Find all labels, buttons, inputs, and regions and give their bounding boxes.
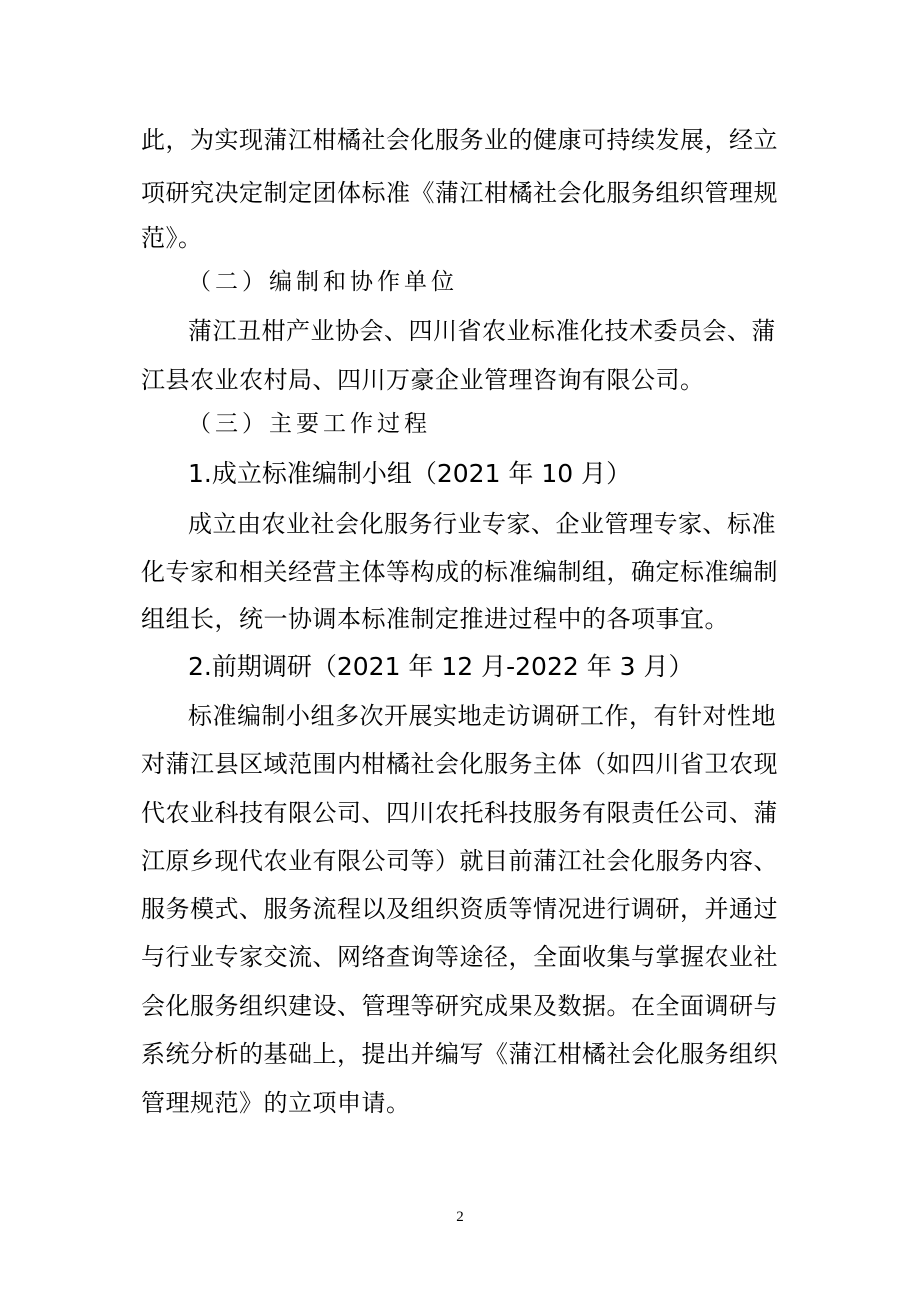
paragraph-line: 对蒲江县区域范围内柑橘社会化服务主体（如四川省卫农现 [141,750,778,778]
subheading-1: 1.成立标准编制小组（2021 年 10 月） [188,459,632,488]
paragraph-line: 成立由农业社会化服务行业专家、企业管理专家、标准 [188,510,776,538]
section-heading-3: （三）主要工作过程 [188,411,431,437]
paragraph-line: 标准编制小组多次开展实地走访调研工作，有针对性地 [188,702,776,730]
paragraph-line: 代农业科技有限公司、四川农托科技服务有限责任公司、蒲 [141,799,778,827]
paragraph-line: 江县农业农村局、四川万豪企业管理咨询有限公司。 [141,366,705,394]
paragraph-line: 项研究决定制定团体标准《蒲江柑橘社会化服务组织管理规 [141,179,778,207]
paragraph-line: 组组长，统一协调本标准制定推进过程中的各项事宜。 [141,605,729,633]
paragraph-line: 此，为实现蒲江柑橘社会化服务业的健康可持续发展，经立 [141,126,778,154]
page-number: 2 [456,1209,464,1225]
paragraph-line: 江原乡现代农业有限公司等）就目前蒲江社会化服务内容、 [141,847,778,875]
paragraph-line: 蒲江丑柑产业协会、四川省农业标准化技术委员会、蒲 [188,317,776,345]
paragraph-line: 服务模式、服务流程以及组织资质等情况进行调研，并通过 [141,895,778,923]
paragraph-line: 系统分析的基础上，提出并编写《蒲江柑橘社会化服务组织 [141,1040,778,1068]
paragraph-line: 会化服务组织建设、管理等研究成果及数据。在全面调研与 [141,992,778,1020]
subheading-2: 2.前期调研（2021 年 12 月-2022 年 3 月） [188,652,694,681]
paragraph-line: 管理规范》的立项申请。 [141,1089,411,1117]
paragraph-line: 化专家和相关经营主体等构成的标准编制组，确定标准编制 [141,558,778,586]
paragraph-line: 范》。 [141,224,203,252]
paragraph-line: 与行业专家交流、网络查询等途径，全面收集与掌握农业社 [141,943,778,971]
section-heading-2: （二）编制和协作单位 [188,269,458,295]
